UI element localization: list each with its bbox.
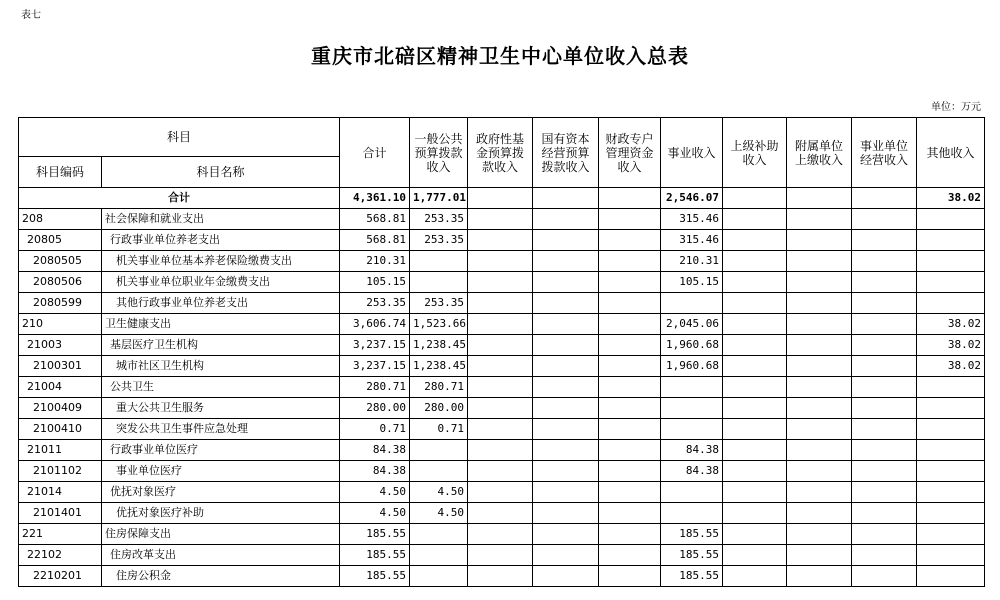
cell-code: 2210201 <box>19 566 102 587</box>
cell-name: 基层医疗卫生机构 <box>102 335 340 356</box>
table-row <box>19 503 985 524</box>
cell-business: 84.38 <box>661 440 723 461</box>
cell-other <box>917 230 985 251</box>
cell-name: 行政事业单位养老支出 <box>102 230 340 251</box>
cell-state-capital <box>533 314 599 335</box>
cell-name: 机关事业单位基本养老保险缴费支出 <box>102 251 340 272</box>
cell-operation <box>852 209 917 230</box>
table-row <box>19 314 985 335</box>
header-subject: 科目 <box>19 118 340 157</box>
cell-gov-fund <box>468 272 533 293</box>
cell-fiscal-special <box>599 503 661 524</box>
table-row <box>19 293 985 314</box>
table-row <box>19 545 985 566</box>
cell-general-budget: 253.35 <box>410 293 468 314</box>
total-business: 2,546.07 <box>661 188 723 209</box>
cell-superior-subsidy <box>723 482 787 503</box>
cell-state-capital <box>533 482 599 503</box>
cell-total: 3,237.15 <box>340 356 410 377</box>
cell-total: 3,606.74 <box>340 314 410 335</box>
cell-business: 315.46 <box>661 209 723 230</box>
cell-gov-fund <box>468 377 533 398</box>
cell-total: 253.35 <box>340 293 410 314</box>
cell-affiliate <box>787 461 852 482</box>
table-row <box>19 272 985 293</box>
cell-general-budget <box>410 440 468 461</box>
cell-state-capital <box>533 335 599 356</box>
cell-business: 84.38 <box>661 461 723 482</box>
cell-name: 城市社区卫生机构 <box>102 356 340 377</box>
cell-operation <box>852 314 917 335</box>
cell-code: 21014 <box>19 482 102 503</box>
cell-other <box>917 545 985 566</box>
cell-gov-fund <box>468 251 533 272</box>
cell-total: 84.38 <box>340 461 410 482</box>
cell-other: 38.02 <box>917 314 985 335</box>
cell-business: 210.31 <box>661 251 723 272</box>
cell-affiliate <box>787 419 852 440</box>
cell-affiliate <box>787 545 852 566</box>
table-number-tag: 表七 <box>21 10 41 21</box>
cell-superior-subsidy <box>723 230 787 251</box>
cell-gov-fund <box>468 398 533 419</box>
cell-total: 280.00 <box>340 398 410 419</box>
cell-fiscal-special <box>599 524 661 545</box>
cell-other <box>917 293 985 314</box>
table-row <box>19 398 985 419</box>
cell-state-capital <box>533 419 599 440</box>
table-row <box>19 335 985 356</box>
cell-fiscal-special <box>599 335 661 356</box>
cell-state-capital <box>533 503 599 524</box>
cell-operation <box>852 377 917 398</box>
cell-fiscal-special <box>599 566 661 587</box>
cell-business <box>661 377 723 398</box>
cell-total: 0.71 <box>340 419 410 440</box>
cell-gov-fund <box>468 566 533 587</box>
cell-operation <box>852 230 917 251</box>
cell-name: 优抚对象医疗 <box>102 482 340 503</box>
cell-other <box>917 377 985 398</box>
cell-general-budget: 1,238.45 <box>410 356 468 377</box>
cell-gov-fund <box>468 440 533 461</box>
cell-other <box>917 398 985 419</box>
cell-affiliate <box>787 251 852 272</box>
cell-fiscal-special <box>599 230 661 251</box>
page-title: 重庆市北碚区精神卫生中心单位收入总表 <box>311 44 689 68</box>
cell-business: 1,960.68 <box>661 356 723 377</box>
table-row <box>19 209 985 230</box>
cell-name: 行政事业单位医疗 <box>102 440 340 461</box>
cell-operation <box>852 356 917 377</box>
cell-affiliate <box>787 209 852 230</box>
total-other: 38.02 <box>917 188 985 209</box>
header-total: 合计 <box>340 118 410 188</box>
cell-business: 185.55 <box>661 566 723 587</box>
cell-gov-fund <box>468 209 533 230</box>
cell-total: 568.81 <box>340 209 410 230</box>
cell-business: 1,960.68 <box>661 335 723 356</box>
cell-affiliate <box>787 356 852 377</box>
cell-name: 公共卫生 <box>102 377 340 398</box>
cell-code: 2080506 <box>19 272 102 293</box>
cell-operation <box>852 398 917 419</box>
cell-affiliate <box>787 335 852 356</box>
cell-business: 315.46 <box>661 230 723 251</box>
cell-gov-fund <box>468 335 533 356</box>
cell-fiscal-special <box>599 461 661 482</box>
cell-fiscal-special <box>599 272 661 293</box>
cell-affiliate <box>787 524 852 545</box>
cell-affiliate <box>787 377 852 398</box>
cell-affiliate <box>787 482 852 503</box>
cell-superior-subsidy <box>723 377 787 398</box>
cell-code: 2100301 <box>19 356 102 377</box>
cell-affiliate <box>787 503 852 524</box>
cell-code: 2100409 <box>19 398 102 419</box>
cell-code: 2100410 <box>19 419 102 440</box>
cell-total: 185.55 <box>340 545 410 566</box>
cell-general-budget: 253.35 <box>410 230 468 251</box>
cell-superior-subsidy <box>723 251 787 272</box>
cell-fiscal-special <box>599 251 661 272</box>
cell-fiscal-special <box>599 398 661 419</box>
cell-gov-fund <box>468 230 533 251</box>
cell-name: 住房保障支出 <box>102 524 340 545</box>
cell-other <box>917 440 985 461</box>
cell-code: 21003 <box>19 335 102 356</box>
cell-total: 105.15 <box>340 272 410 293</box>
cell-general-budget: 4.50 <box>410 503 468 524</box>
cell-superior-subsidy <box>723 356 787 377</box>
table-row <box>19 230 985 251</box>
cell-superior-subsidy <box>723 314 787 335</box>
cell-total: 185.55 <box>340 566 410 587</box>
cell-code: 21004 <box>19 377 102 398</box>
cell-name: 事业单位医疗 <box>102 461 340 482</box>
cell-general-budget <box>410 545 468 566</box>
cell-total: 210.31 <box>340 251 410 272</box>
cell-business <box>661 503 723 524</box>
cell-other <box>917 566 985 587</box>
cell-business: 2,045.06 <box>661 314 723 335</box>
cell-state-capital <box>533 377 599 398</box>
cell-general-budget <box>410 251 468 272</box>
cell-general-budget <box>410 566 468 587</box>
cell-general-budget <box>410 272 468 293</box>
total-state-capital <box>533 188 599 209</box>
cell-other <box>917 272 985 293</box>
cell-gov-fund <box>468 314 533 335</box>
cell-code: 2080505 <box>19 251 102 272</box>
cell-superior-subsidy <box>723 272 787 293</box>
cell-name: 住房改革支出 <box>102 545 340 566</box>
cell-code: 2080599 <box>19 293 102 314</box>
total-affiliate <box>787 188 852 209</box>
cell-fiscal-special <box>599 440 661 461</box>
cell-superior-subsidy <box>723 335 787 356</box>
cell-state-capital <box>533 251 599 272</box>
cell-superior-subsidy <box>723 398 787 419</box>
cell-operation <box>852 293 917 314</box>
cell-general-budget: 1,238.45 <box>410 335 468 356</box>
cell-affiliate <box>787 314 852 335</box>
cell-other: 38.02 <box>917 356 985 377</box>
cell-other <box>917 482 985 503</box>
cell-business: 185.55 <box>661 545 723 566</box>
cell-general-budget: 0.71 <box>410 419 468 440</box>
cell-total: 185.55 <box>340 524 410 545</box>
table-row <box>19 251 985 272</box>
header-other: 其他收入 <box>917 118 985 188</box>
cell-affiliate <box>787 566 852 587</box>
cell-gov-fund <box>468 461 533 482</box>
total-operation <box>852 188 917 209</box>
cell-superior-subsidy <box>723 293 787 314</box>
cell-operation <box>852 440 917 461</box>
header-state-capital: 国有资本经营预算拨款收入 <box>533 118 599 188</box>
cell-other <box>917 503 985 524</box>
cell-superior-subsidy <box>723 419 787 440</box>
cell-superior-subsidy <box>723 524 787 545</box>
total-sum: 4,361.10 <box>340 188 410 209</box>
cell-code: 221 <box>19 524 102 545</box>
cell-general-budget <box>410 461 468 482</box>
cell-business <box>661 482 723 503</box>
table-row <box>19 377 985 398</box>
cell-operation <box>852 335 917 356</box>
cell-gov-fund <box>468 419 533 440</box>
cell-operation <box>852 566 917 587</box>
cell-name: 其他行政事业单位养老支出 <box>102 293 340 314</box>
cell-superior-subsidy <box>723 461 787 482</box>
cell-business <box>661 419 723 440</box>
cell-name: 社会保障和就业支出 <box>102 209 340 230</box>
cell-superior-subsidy <box>723 503 787 524</box>
cell-fiscal-special <box>599 419 661 440</box>
cell-operation <box>852 251 917 272</box>
header-business: 事业收入 <box>661 118 723 188</box>
total-general-budget: 1,777.01 <box>410 188 468 209</box>
total-superior-subsidy <box>723 188 787 209</box>
cell-general-budget: 1,523.66 <box>410 314 468 335</box>
cell-other <box>917 209 985 230</box>
cell-other <box>917 251 985 272</box>
header-affiliate: 附属单位上缴收入 <box>787 118 852 188</box>
income-summary-table <box>18 117 985 587</box>
header-superior-subsidy: 上级补助收入 <box>723 118 787 188</box>
cell-fiscal-special <box>599 356 661 377</box>
cell-gov-fund <box>468 356 533 377</box>
cell-total: 4.50 <box>340 482 410 503</box>
header-fiscal-special: 财政专户管理资金收入 <box>599 118 661 188</box>
cell-state-capital <box>533 293 599 314</box>
cell-operation <box>852 419 917 440</box>
header-general-budget: 一般公共预算拨款收入 <box>410 118 468 188</box>
cell-superior-subsidy <box>723 209 787 230</box>
cell-total: 568.81 <box>340 230 410 251</box>
cell-state-capital <box>533 209 599 230</box>
cell-fiscal-special <box>599 209 661 230</box>
cell-operation <box>852 545 917 566</box>
cell-code: 2101401 <box>19 503 102 524</box>
cell-operation <box>852 272 917 293</box>
cell-state-capital <box>533 524 599 545</box>
cell-business: 105.15 <box>661 272 723 293</box>
cell-state-capital <box>533 440 599 461</box>
cell-general-budget: 280.71 <box>410 377 468 398</box>
cell-total: 84.38 <box>340 440 410 461</box>
cell-fiscal-special <box>599 293 661 314</box>
cell-state-capital <box>533 356 599 377</box>
table-row <box>19 482 985 503</box>
total-label: 合计 <box>19 188 340 209</box>
total-row <box>19 188 985 209</box>
total-fiscal-special <box>599 188 661 209</box>
cell-name: 住房公积金 <box>102 566 340 587</box>
cell-total: 280.71 <box>340 377 410 398</box>
cell-fiscal-special <box>599 314 661 335</box>
header-code: 科目编码 <box>19 157 102 188</box>
cell-gov-fund <box>468 482 533 503</box>
cell-general-budget: 253.35 <box>410 209 468 230</box>
header-name: 科目名称 <box>102 157 340 188</box>
cell-business: 185.55 <box>661 524 723 545</box>
cell-general-budget: 4.50 <box>410 482 468 503</box>
cell-business <box>661 293 723 314</box>
table-row <box>19 419 985 440</box>
cell-code: 22102 <box>19 545 102 566</box>
header-operation: 事业单位经营收入 <box>852 118 917 188</box>
cell-fiscal-special <box>599 377 661 398</box>
cell-total: 3,237.15 <box>340 335 410 356</box>
cell-state-capital <box>533 272 599 293</box>
cell-name: 卫生健康支出 <box>102 314 340 335</box>
cell-state-capital <box>533 398 599 419</box>
cell-state-capital <box>533 461 599 482</box>
cell-state-capital <box>533 566 599 587</box>
cell-general-budget: 280.00 <box>410 398 468 419</box>
cell-code: 2101102 <box>19 461 102 482</box>
cell-name: 优抚对象医疗补助 <box>102 503 340 524</box>
cell-code: 21011 <box>19 440 102 461</box>
cell-affiliate <box>787 272 852 293</box>
cell-state-capital <box>533 545 599 566</box>
cell-superior-subsidy <box>723 566 787 587</box>
cell-affiliate <box>787 440 852 461</box>
cell-business <box>661 398 723 419</box>
table-row <box>19 524 985 545</box>
cell-name: 重大公共卫生服务 <box>102 398 340 419</box>
cell-affiliate <box>787 230 852 251</box>
cell-superior-subsidy <box>723 545 787 566</box>
table-row <box>19 440 985 461</box>
cell-gov-fund <box>468 503 533 524</box>
cell-total: 4.50 <box>340 503 410 524</box>
table-row <box>19 566 985 587</box>
cell-other <box>917 461 985 482</box>
cell-code: 210 <box>19 314 102 335</box>
cell-state-capital <box>533 230 599 251</box>
cell-fiscal-special <box>599 482 661 503</box>
cell-gov-fund <box>468 524 533 545</box>
header-gov-fund: 政府性基金预算拨款收入 <box>468 118 533 188</box>
cell-code: 20805 <box>19 230 102 251</box>
unit-label: 单位：万元 <box>931 102 981 113</box>
cell-affiliate <box>787 293 852 314</box>
cell-other: 38.02 <box>917 335 985 356</box>
cell-general-budget <box>410 524 468 545</box>
cell-name: 突发公共卫生事件应急处理 <box>102 419 340 440</box>
cell-affiliate <box>787 398 852 419</box>
table-row <box>19 356 985 377</box>
cell-gov-fund <box>468 293 533 314</box>
cell-other <box>917 524 985 545</box>
cell-operation <box>852 503 917 524</box>
cell-code: 208 <box>19 209 102 230</box>
cell-operation <box>852 524 917 545</box>
total-gov-fund <box>468 188 533 209</box>
cell-name: 机关事业单位职业年金缴费支出 <box>102 272 340 293</box>
cell-gov-fund <box>468 545 533 566</box>
cell-other <box>917 419 985 440</box>
cell-superior-subsidy <box>723 440 787 461</box>
cell-operation <box>852 461 917 482</box>
cell-operation <box>852 482 917 503</box>
cell-fiscal-special <box>599 545 661 566</box>
table-row <box>19 461 985 482</box>
